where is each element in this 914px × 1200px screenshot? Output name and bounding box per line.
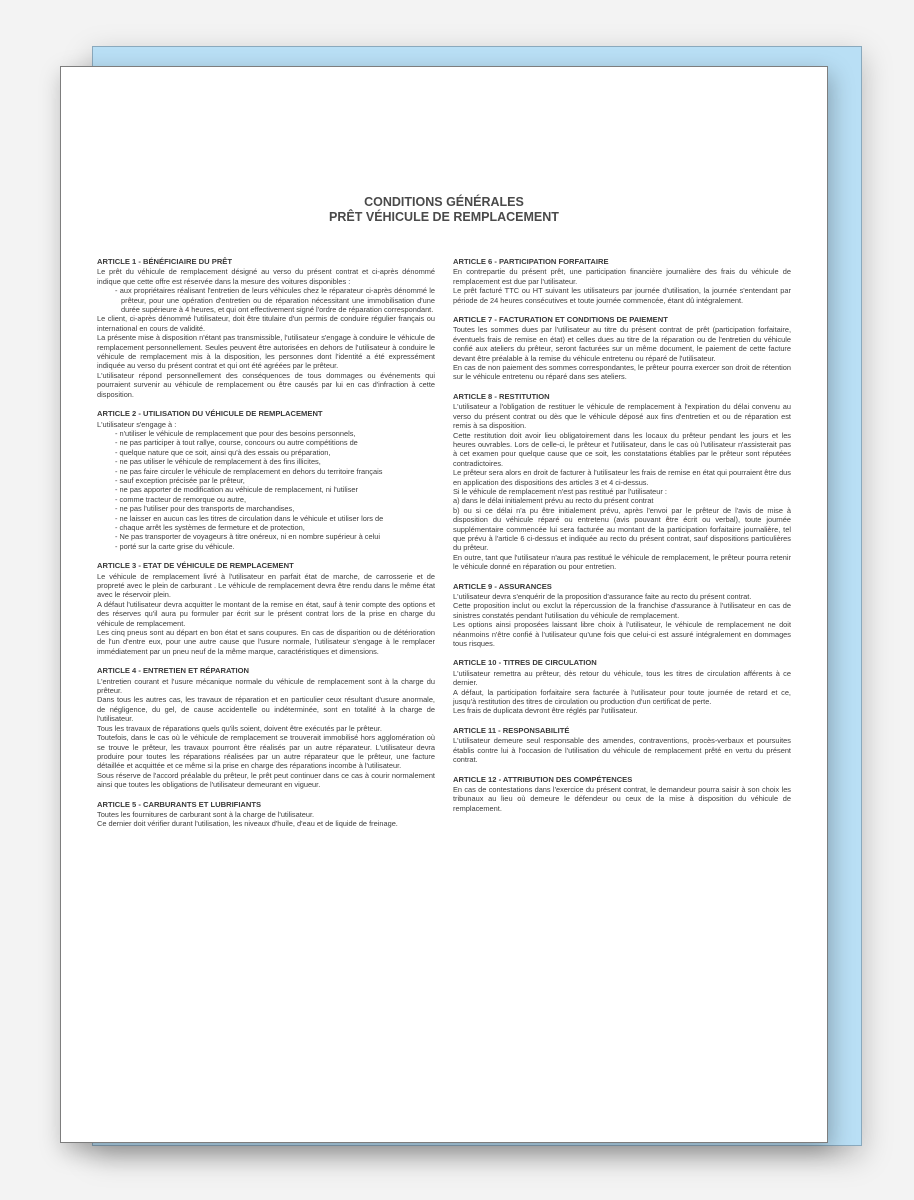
paragraph: En cas de non paiement des sommes correspondantes, le prêteur pourra exercer son droit de rétention sur le véhicule entretenu ou réparé dans ses ateliers. — [453, 363, 791, 382]
paragraph: b) ou si ce délai n'a pu être initialement prévu, après l'envoi par le prêteur de l'avis de mise à disposition du véhicule réparé ou entretenu (avis pouvant être écrit ou verbal), toute journée supplémentaire commencée lui sera facturée au montant de la participation forfaitaire journalière, tel que prévu à l'article 6 ci-dessus et indiquée au recto du présent contrat, sauf dispositions particulières du prêteur. — [453, 505, 791, 553]
article-6 — [453, 257, 791, 305]
list-item: - sauf exception précisée par le prêteur, — [115, 476, 435, 485]
article-11 — [453, 726, 791, 765]
article-4 — [97, 666, 435, 789]
article-8 — [453, 392, 791, 572]
paragraph: Toutes les fournitures de carburant sont à la charge de l'utilisateur. — [97, 809, 315, 819]
paragraph: Le prêteur sera alors en droit de facturer à l'utilisateur les frais de remise en état qui pourraient être dus en application des dispositions des articles 3 et 4 ci-dessus. — [453, 468, 791, 487]
article-heading: ARTICLE 1 - BÉNÉFICIAIRE DU PRÊT — [97, 257, 233, 266]
paragraph: L'utilisateur remettra au prêteur, dès retour du véhicule, tous les titres de circulation afférents à ce dernier. — [453, 668, 791, 688]
paragraph: a) dans le délai initialement prévu au recto du présent contrat — [453, 496, 654, 506]
title-line-2: PRÊT VÉHICULE DE REMPLACEMENT — [329, 210, 559, 224]
paragraph: Le prêt du véhicule de remplacement désigné au verso du présent contrat et ci-après dénommé indique que cette offre est réservée dans la mesure des voitures disponibles : — [97, 267, 435, 286]
article-5 — [97, 800, 435, 829]
paragraph: L'utilisateur devra s'enquérir de la proposition d'assurance faite au recto du présent contrat. — [453, 592, 752, 601]
paragraph: Le prêt facturé TTC ou HT suivant les utilisateurs par journée d'utilisation, la journée s'entendant par période de 24 heures consécutives et toute journée commencée, étant dû intégralement. — [453, 286, 791, 305]
list-item: - ne laisser en aucun cas les titres de circulation dans le véhicule et utiliser lors de — [115, 514, 435, 523]
article-1 — [97, 257, 435, 399]
article-heading: ARTICLE 8 - RESTITUTION — [453, 391, 550, 401]
article-9 — [453, 582, 791, 649]
paragraph: L'utilisateur s'engage à : — [97, 419, 177, 429]
paragraph: L'utilisateur demeure seul responsable des amendes, contraventions, procès-verbaux et poursuites établis contre lui à l'occasion de l'utilisation du véhicule de remplacement prêté en vertu du présent contrat. — [453, 736, 791, 765]
bullet-list — [97, 286, 435, 314]
paragraph: A défaut l'utilisateur devra acquitter le montant de la remise en état, sauf à tenir compte des options et des réserves qu'il aura pu formuler par écrit sur le présent contrat lors de la prise en charge du véhicule de remplacement. — [97, 599, 435, 628]
paragraph: L'utilisateur a l'obligation de restituer le véhicule de remplacement à l'expiration du délai convenu au verso du présent contrat ou dès que le véhicule déposé aux fins d'entretien et ou de réparation est remis à sa disposition. — [453, 402, 791, 431]
paragraph: Les options ainsi proposées laissant libre choix à l'utilisateur, le véhicule de remplacement ne doit néanmoins n'être confié à l'utilisateur qu'une fois que celui-ci est assuré intégralement en dommages tous risques. — [453, 620, 791, 649]
paragraph: L'entretien courant et l'usure mécanique normale du véhicule de remplacement sont à la charge du prêteur. — [97, 676, 435, 696]
article-heading: ARTICLE 7 - FACTURATION ET CONDITIONS DE PAIEMENT — [453, 315, 668, 325]
document-page — [60, 66, 828, 1143]
article-heading: ARTICLE 9 - ASSURANCES — [453, 581, 552, 591]
article-10 — [453, 658, 791, 715]
article-3 — [97, 561, 435, 656]
paragraph: Les frais de duplicata devront être réglés par l'utilisateur. — [453, 706, 638, 716]
list-item: - aux propriétaires réalisant l'entretien de leurs véhicules chez le réparateur ci-après dénommé le prêteur, pour une opération d'entretien ou de réparation nécessitant une immobilisation d'une durée supérieure à 4 heures, et qui ont effectivement signé l'ordre de réparation correspondant. — [115, 286, 435, 314]
article-heading: ARTICLE 4 - ENTRETIEN ET RÉPARATION — [97, 666, 250, 676]
list-item: - ne pas apporter de modification au véhicule de remplacement, ni l'utiliser — [115, 485, 435, 494]
article-heading: ARTICLE 3 - ETAT DE VÉHICULE DE REMPLACEMENT — [97, 561, 294, 571]
list-item: - ne pas faire circuler le véhicule de remplacement en dehors du territoire français — [115, 467, 435, 476]
title-line-1: CONDITIONS GÉNÉRALES — [364, 195, 524, 209]
paragraph: Le client, ci-après dénommé l'utilisateur, doit être titulaire d'un permis de conduire régulier français ou international en cours de validité. — [97, 314, 435, 333]
article-heading: ARTICLE 12 - ATTRIBUTION DES COMPÉTENCES — [453, 774, 633, 784]
article-12 — [453, 775, 791, 814]
paragraph: Ce dernier doit vérifier durant l'utilisation, les niveaux d'huile, d'eau et de liquide de freinage. — [97, 819, 398, 829]
bullet-list — [97, 429, 435, 551]
list-item: - quelque nature que ce soit, ainsi qu'à des essais ou préparation, — [115, 448, 435, 457]
paragraph: Cette proposition inclut ou exclut la répercussion de la franchise d'assurance à l'utilisateur en cas de sinistres constatés pendant l'utilisation du véhicule de remplacement. — [453, 601, 791, 620]
list-item: - n'utiliser le véhicule de remplacement que pour des besoins personnels, — [115, 429, 435, 438]
paragraph: La présente mise à disposition n'étant pas transmissible, l'utilisateur s'engage à conduire le véhicule de remplacement personnellement. Seules peuvent être autorisées en dehors de l'utilisateur à conduire le véhicule de remplacement mis à la disposition, les personnes dont l'identité a été expressément indiquée au verso du présent contrat et qui ont été agréées par le prêteur. — [97, 333, 435, 371]
right-column — [453, 257, 791, 823]
article-heading: ARTICLE 2 - UTILISATION DU VÉHICULE DE REMPLACEMENT — [97, 409, 323, 419]
list-item: - ne pas participer à tout rallye, course, concours ou autre compétitions de — [115, 438, 435, 447]
article-heading: ARTICLE 10 - TITRES DE CIRCULATION — [453, 658, 597, 668]
paragraph: A défaut, la participation forfaitaire sera facturée à l'utilisateur pour toute journée de retard et ce, jusqu'à restitution des titres de circulation ou production d'un certificat de perte. — [453, 687, 791, 707]
paragraph: Toutefois, dans le cas où le véhicule de remplacement se trouverait immobilisé hors agglomération où se trouve le prêteur, les travaux pourront être réalisés par un autre réparateur. L'utilisateur devra produire pour toutes les réparations réalisées par un autre réparateur que le prêteur, une facture détaillée et acquittée et ce même si la prise en charge des réparations incombe à l'utilisateur. — [97, 733, 435, 771]
left-column — [97, 257, 435, 839]
paragraph: Tous les travaux de réparations quels qu'ils soient, doivent être exécutés par le prêteur. — [97, 723, 382, 733]
paragraph: Sous réserve de l'accord préalable du prêteur, le prêt peut continuer dans ce cas à courir normalement ainsi que toutes les obligations de l'utilisateur demeurant en vigueur. — [97, 770, 435, 790]
paragraph: Si le véhicule de remplacement n'est pas restitué par l'utilisateur : — [453, 486, 667, 496]
list-item: - porté sur la carte grise du véhicule. — [115, 542, 435, 551]
paragraph: Le véhicule de remplacement livré à l'utilisateur en parfait état de marche, de carrosserie et de propreté avec le plein de carburant . Le véhicule de remplacement devra être rendu dans le même état avec le réservoir plein. — [97, 571, 435, 600]
paragraph: En outre, tant que l'utilisateur n'aura pas restitué le véhicule de remplacement, le prêteur pourra retenir le véhicule donné en réparation ou pour entretien. — [453, 552, 791, 572]
paragraph: En cas de contestations dans l'exercice du présent contrat, le demandeur pourra saisir à son choix les tribunaux au lieu où demeure le défendeur ou ceux de la mise à disposition du véhicule de remplacement. — [453, 784, 791, 813]
article-heading: ARTICLE 11 - RESPONSABILITÉ — [453, 725, 570, 735]
list-item: - ne pas l'utiliser pour des transports de marchandises, — [115, 504, 435, 513]
article-heading: ARTICLE 5 - CARBURANTS ET LUBRIFIANTS — [97, 799, 262, 809]
paragraph: Toutes les sommes dues par l'utilisateur au titre du présent contrat de prêt (participation forfaitaire, éventuels frais de remise en état) et celles dues au titre de la réparation ou de l'entretien du véhicule confié aux ateliers du prêteur, seront facturées sur un même document, le paiement de cette facture devant être préalable à la remise du véhicule entretenu ou réparé de l'utilisateur. — [453, 325, 791, 363]
paragraph: Les cinq pneus sont au départ en bon état et sans coupures. En cas de disparition ou de détérioration de l'un d'entre eux, pour une autre cause que l'usure normale, l'utilisateur s'engage à le remplacer immédiatement par un pneu neuf de la même marque, caractéristiques et dimensions. — [97, 628, 435, 656]
paragraph: En contrepartie du présent prêt, une participation financière journalière des frais du véhicule de remplacement est due par l'utilisateur. — [453, 267, 791, 286]
list-item: - Ne pas transporter de voyageurs à titre onéreux, ni en nombre supérieur à celui — [115, 532, 435, 541]
paragraph: Dans tous les autres cas, les travaux de réparation et en particulier ceux résultant d'usure anormale, de négligence, du gel, de cause accidentelle ou indéterminée, sont en totalité à la charge de l'utilisateur. — [97, 695, 435, 724]
article-7 — [453, 315, 791, 382]
article-2 — [97, 409, 435, 551]
paragraph: Cette restitution doit avoir lieu obligatoirement dans les locaux du prêteur pendant les jours et les heures ouvrables. Lors de celle-ci, le prêteur et l'utilisateur, dans le cas où l'utilisateur n'assisterait pas à cet examen pour quelque cause que ce soit, les constatations établies par le prêteur sont réputées contradictoires. — [453, 430, 791, 468]
list-item: - ne pas utiliser le véhicule de remplacement à des fins illicites, — [115, 457, 435, 466]
document-title — [61, 195, 827, 225]
list-item: - chaque arrêt les systèmes de fermeture et de protection, — [115, 523, 435, 532]
article-heading: ARTICLE 6 - PARTICIPATION FORFAITAIRE — [453, 257, 609, 266]
paragraph: L'utilisateur répond personnellement des conséquences de tous dommages ou événements qui pourraient survenir au véhicule de remplacement ou être causés par lui en cas d'infraction à cette disposition. — [97, 370, 435, 399]
list-item: - comme tracteur de remorque ou autre, — [115, 495, 435, 504]
